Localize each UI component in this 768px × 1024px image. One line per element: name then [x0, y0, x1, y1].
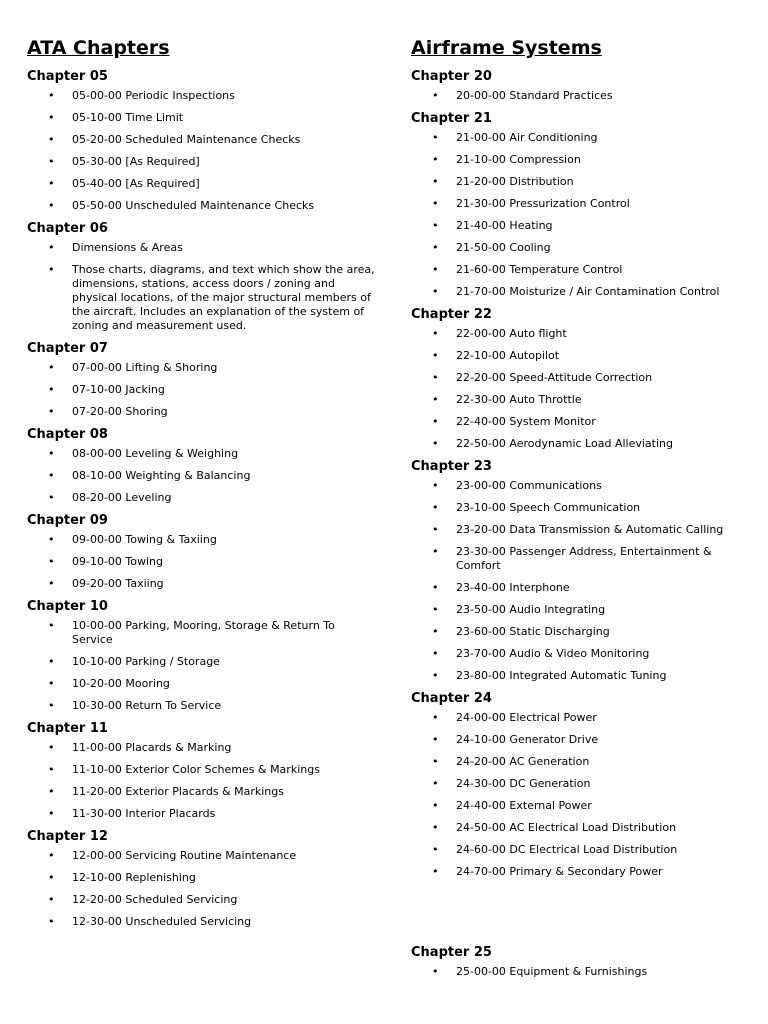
list-item-text: 21-00-00 Air Conditioning: [456, 131, 598, 144]
list-item: [411, 821, 756, 835]
bullet-icon: •: [48, 655, 55, 668]
bullet-icon: •: [48, 577, 55, 590]
chapter-section: [27, 721, 377, 821]
bullet-icon: •: [48, 807, 55, 820]
list-item-text: 10-20-00 Mooring: [72, 677, 170, 690]
list-item: [27, 655, 377, 669]
chapter-section: [27, 221, 377, 333]
list-item-text: 11-30-00 Interior Placards: [72, 807, 216, 820]
list-item-text: 21-50-00 Cooling: [456, 241, 551, 254]
list-item-text: Those charts, diagrams, and text which show the area, dimensions, stations, access doors / zoning and physical locations, of the major structural members of the aircraft. Includes an explanation of the system of zoning and measurement used.: [72, 263, 375, 332]
bullet-icon: •: [432, 545, 439, 558]
list-item-text: 23-20-00 Data Transmission & Automatic Calling: [456, 523, 724, 536]
bullet-icon: •: [48, 111, 55, 124]
list-item: [411, 581, 756, 595]
right-chapter-list: [411, 69, 756, 979]
list-item-text: 25-00-00 Equipment & Furnishings: [456, 965, 648, 978]
bullet-icon: •: [48, 785, 55, 798]
bullet-icon: •: [48, 915, 55, 928]
list-item-text: 23-50-00 Audio Integrating: [456, 603, 606, 616]
list-item: [411, 393, 756, 407]
bullet-icon: •: [48, 893, 55, 906]
bullet-icon: •: [432, 581, 439, 594]
list-item-text: 23-80-00 Integrated Automatic Tuning: [456, 669, 667, 682]
chapter-item-list: [27, 533, 377, 591]
left-column: [27, 36, 377, 937]
chapter-item-list: [27, 447, 377, 505]
chapter-title: Chapter 05: [27, 69, 108, 84]
list-item-text: 22-50-00 Aerodynamic Load Alleviating: [456, 437, 673, 450]
list-item-text: 12-20-00 Scheduled Servicing: [72, 893, 238, 906]
list-item: [27, 619, 377, 647]
list-item: [411, 327, 756, 341]
list-item: [411, 545, 756, 573]
list-item-text: 12-10-00 Replenishing: [72, 871, 196, 884]
chapter-section: [411, 459, 756, 683]
list-item-text: 24-60-00 DC Electrical Load Distribution: [456, 843, 678, 856]
bullet-icon: •: [432, 501, 439, 514]
list-item-text: 23-30-00 Passenger Address, Entertainment & Comfort: [456, 545, 712, 572]
bullet-icon: •: [432, 479, 439, 492]
list-item: [411, 415, 756, 429]
list-item: [27, 533, 377, 547]
bullet-icon: •: [48, 763, 55, 776]
chapter-section: [411, 111, 756, 299]
list-item: [27, 741, 377, 755]
list-item: [27, 577, 377, 591]
list-item: [411, 197, 756, 211]
list-item-text: 22-40-00 System Monitor: [456, 415, 596, 428]
bullet-icon: •: [48, 849, 55, 862]
bullet-icon: •: [432, 799, 439, 812]
chapter-title: Chapter 11: [27, 721, 108, 736]
list-item: [27, 555, 377, 569]
bullet-icon: •: [48, 241, 55, 254]
chapter-item-list: [27, 241, 377, 333]
chapter-title: Chapter 22: [411, 307, 492, 322]
chapter-section: [27, 69, 377, 213]
bullet-icon: •: [48, 405, 55, 418]
list-item-text: 22-20-00 Speed-Attitude Correction: [456, 371, 653, 384]
chapter-item-list: [411, 131, 756, 299]
list-item: [411, 175, 756, 189]
bullet-icon: •: [48, 361, 55, 374]
bullet-icon: •: [48, 155, 55, 168]
bullet-icon: •: [48, 699, 55, 712]
chapter-title: Chapter 20: [411, 69, 492, 84]
list-item-text: 23-70-00 Audio & Video Monitoring: [456, 647, 650, 660]
list-item: [27, 447, 377, 461]
list-item: [411, 437, 756, 451]
list-item-text: 10-10-00 Parking / Storage: [72, 655, 220, 668]
list-item: [411, 669, 756, 683]
list-item-text: 21-20-00 Distribution: [456, 175, 574, 188]
list-item-text: 07-10-00 Jacking: [72, 383, 165, 396]
chapter-item-list: [411, 711, 756, 879]
list-item: [27, 263, 377, 333]
list-item: [411, 219, 756, 233]
bullet-icon: •: [432, 603, 439, 616]
list-item-text: 05-30-00 [As Required]: [72, 155, 200, 168]
chapter-item-list: [411, 479, 756, 683]
bullet-icon: •: [432, 755, 439, 768]
bullet-icon: •: [432, 669, 439, 682]
list-item: [411, 625, 756, 639]
list-item: [27, 241, 377, 255]
list-item: [27, 677, 377, 691]
chapter-section: [27, 427, 377, 505]
bullet-icon: •: [48, 741, 55, 754]
bullet-icon: •: [432, 349, 439, 362]
list-item-text: 22-30-00 Auto Throttle: [456, 393, 582, 406]
list-item-text: 05-40-00 [As Required]: [72, 177, 200, 190]
list-item-text: 11-20-00 Exterior Placards & Markings: [72, 785, 284, 798]
list-item-text: 23-40-00 Interphone: [456, 581, 570, 594]
bullet-icon: •: [432, 523, 439, 536]
bullet-icon: •: [432, 415, 439, 428]
chapter-section: [27, 513, 377, 591]
list-item-text: 11-00-00 Placards & Marking: [72, 741, 232, 754]
bullet-icon: •: [432, 733, 439, 746]
list-item-text: 10-30-00 Return To Service: [72, 699, 222, 712]
chapter-title: Chapter 07: [27, 341, 108, 356]
list-item-text: 24-40-00 External Power: [456, 799, 592, 812]
bullet-icon: •: [432, 263, 439, 276]
list-item-text: 20-00-00 Standard Practices: [456, 89, 613, 102]
left-chapter-list: [27, 69, 377, 929]
bullet-icon: •: [432, 175, 439, 188]
chapter-title: Chapter 10: [27, 599, 108, 614]
chapter-title: Chapter 08: [27, 427, 108, 442]
chapter-title: Chapter 09: [27, 513, 108, 528]
list-item: [411, 501, 756, 515]
list-item: [27, 133, 377, 147]
bullet-icon: •: [432, 197, 439, 210]
list-item-text: 22-00-00 Auto flight: [456, 327, 567, 340]
chapter-section: [411, 69, 756, 103]
list-item: [411, 799, 756, 813]
chapter-section: [27, 341, 377, 419]
bullet-icon: •: [432, 131, 439, 144]
list-item-text: Dimensions & Areas: [72, 241, 183, 254]
list-item-text: 24-30-00 DC Generation: [456, 777, 591, 790]
list-item: [27, 199, 377, 213]
chapter-title: Chapter 12: [27, 829, 108, 844]
list-item-text: 21-40-00 Heating: [456, 219, 553, 232]
list-item-text: 21-70-00 Moisturize / Air Contamination Control: [456, 285, 720, 298]
bullet-icon: •: [48, 555, 55, 568]
list-item: [27, 763, 377, 777]
list-item: [27, 491, 377, 505]
list-item: [27, 871, 377, 885]
list-item: [27, 469, 377, 483]
bullet-icon: •: [432, 89, 439, 102]
chapter-item-list: [27, 361, 377, 419]
list-item-text: 05-10-00 Time Limit: [72, 111, 184, 124]
list-item-text: 22-10-00 Autopilot: [456, 349, 560, 362]
bullet-icon: •: [48, 263, 55, 276]
chapter-item-list: [411, 965, 756, 979]
list-item: [411, 647, 756, 661]
list-item-text: 24-70-00 Primary & Secondary Power: [456, 865, 663, 878]
list-item-text: 12-00-00 Servicing Routine Maintenance: [72, 849, 297, 862]
chapter-item-list: [27, 741, 377, 821]
list-item: [27, 893, 377, 907]
list-item: [411, 777, 756, 791]
bullet-icon: •: [48, 199, 55, 212]
list-item: [411, 865, 756, 879]
list-item-text: 12-30-00 Unscheduled Servicing: [72, 915, 252, 928]
bullet-icon: •: [432, 393, 439, 406]
bullet-icon: •: [48, 533, 55, 546]
bullet-icon: •: [432, 843, 439, 856]
list-item: [411, 711, 756, 725]
bullet-icon: •: [48, 89, 55, 102]
list-item: [27, 807, 377, 821]
list-item: [27, 155, 377, 169]
list-item-text: 08-20-00 Leveling: [72, 491, 172, 504]
chapter-item-list: [27, 619, 377, 713]
list-item: [411, 733, 756, 747]
bullet-icon: •: [432, 865, 439, 878]
chapter-section: [27, 599, 377, 713]
bullet-icon: •: [432, 437, 439, 450]
list-item: [411, 523, 756, 537]
list-item: [27, 849, 377, 863]
bullet-icon: •: [48, 383, 55, 396]
bullet-icon: •: [48, 177, 55, 190]
list-item: [411, 241, 756, 255]
list-item: [27, 361, 377, 375]
list-item-text: 24-00-00 Electrical Power: [456, 711, 597, 724]
bullet-icon: •: [432, 711, 439, 724]
bullet-icon: •: [432, 153, 439, 166]
bullet-icon: •: [432, 777, 439, 790]
list-item: [27, 785, 377, 799]
bullet-icon: •: [48, 619, 55, 632]
list-item: [27, 177, 377, 191]
bullet-icon: •: [48, 871, 55, 884]
list-item: [411, 349, 756, 363]
list-item-text: 24-50-00 AC Electrical Load Distribution: [456, 821, 677, 834]
list-item-text: 05-50-00 Unscheduled Maintenance Checks: [72, 199, 315, 212]
bullet-icon: •: [48, 491, 55, 504]
bullet-icon: •: [432, 219, 439, 232]
chapter-section: [411, 691, 756, 879]
list-item-text: 08-00-00 Leveling & Weighing: [72, 447, 239, 460]
list-item: [411, 263, 756, 277]
list-item: [411, 603, 756, 617]
list-item: [27, 915, 377, 929]
list-item-text: 23-00-00 Communications: [456, 479, 602, 492]
right-column-title: Airframe Systems: [411, 37, 602, 59]
bullet-icon: •: [432, 371, 439, 384]
left-column-title: ATA Chapters: [27, 37, 170, 59]
bullet-icon: •: [48, 133, 55, 146]
list-item: [411, 153, 756, 167]
list-item: [411, 479, 756, 493]
bullet-icon: •: [432, 821, 439, 834]
list-item-text: 24-20-00 AC Generation: [456, 755, 590, 768]
bullet-icon: •: [48, 469, 55, 482]
list-item-text: 23-60-00 Static Discharging: [456, 625, 610, 638]
list-item-text: 24-10-00 Generator Drive: [456, 733, 599, 746]
list-item-text: 11-10-00 Exterior Color Schemes & Markings: [72, 763, 320, 776]
right-column: [411, 36, 756, 987]
list-item: [27, 89, 377, 103]
list-item: [27, 111, 377, 125]
list-item-text: 21-10-00 Compression: [456, 153, 581, 166]
list-item-text: 21-30-00 Pressurization Control: [456, 197, 630, 210]
list-item-text: 09-20-00 Taxiing: [72, 577, 164, 590]
bullet-icon: •: [432, 285, 439, 298]
list-item: [411, 371, 756, 385]
list-item: [411, 285, 756, 299]
list-item: [27, 699, 377, 713]
list-item-text: 05-00-00 Periodic Inspections: [72, 89, 235, 102]
chapter-item-list: [411, 89, 756, 103]
list-item: [27, 405, 377, 419]
list-item-text: 05-20-00 Scheduled Maintenance Checks: [72, 133, 301, 146]
bullet-icon: •: [432, 625, 439, 638]
section-spacer: [411, 887, 756, 945]
chapter-title: Chapter 25: [411, 945, 492, 960]
bullet-icon: •: [432, 647, 439, 660]
chapter-section: [411, 307, 756, 451]
chapter-section: [411, 945, 756, 979]
bullet-icon: •: [432, 965, 439, 978]
list-item-text: 09-10-00 Towing: [72, 555, 164, 568]
list-item: [411, 843, 756, 857]
list-item: [411, 131, 756, 145]
list-item: [411, 89, 756, 103]
bullet-icon: •: [432, 327, 439, 340]
bullet-icon: •: [48, 677, 55, 690]
chapter-item-list: [411, 327, 756, 451]
list-item-text: 07-00-00 Lifting & Shoring: [72, 361, 218, 374]
chapter-title: Chapter 24: [411, 691, 492, 706]
list-item-text: 07-20-00 Shoring: [72, 405, 168, 418]
chapter-item-list: [27, 89, 377, 213]
bullet-icon: •: [432, 241, 439, 254]
list-item: [411, 965, 756, 979]
chapter-title: Chapter 23: [411, 459, 492, 474]
bullet-icon: •: [48, 447, 55, 460]
list-item-text: 21-60-00 Temperature Control: [456, 263, 623, 276]
chapter-item-list: [27, 849, 377, 929]
list-item-text: 08-10-00 Weighting & Balancing: [72, 469, 251, 482]
list-item: [27, 383, 377, 397]
list-item-text: 10-00-00 Parking, Mooring, Storage & Return To Service: [72, 619, 335, 646]
chapter-title: Chapter 06: [27, 221, 108, 236]
list-item-text: 09-00-00 Towing & Taxiing: [72, 533, 217, 546]
chapter-title: Chapter 21: [411, 111, 492, 126]
chapter-section: [27, 829, 377, 929]
list-item-text: 23-10-00 Speech Communication: [456, 501, 641, 514]
list-item: [411, 755, 756, 769]
